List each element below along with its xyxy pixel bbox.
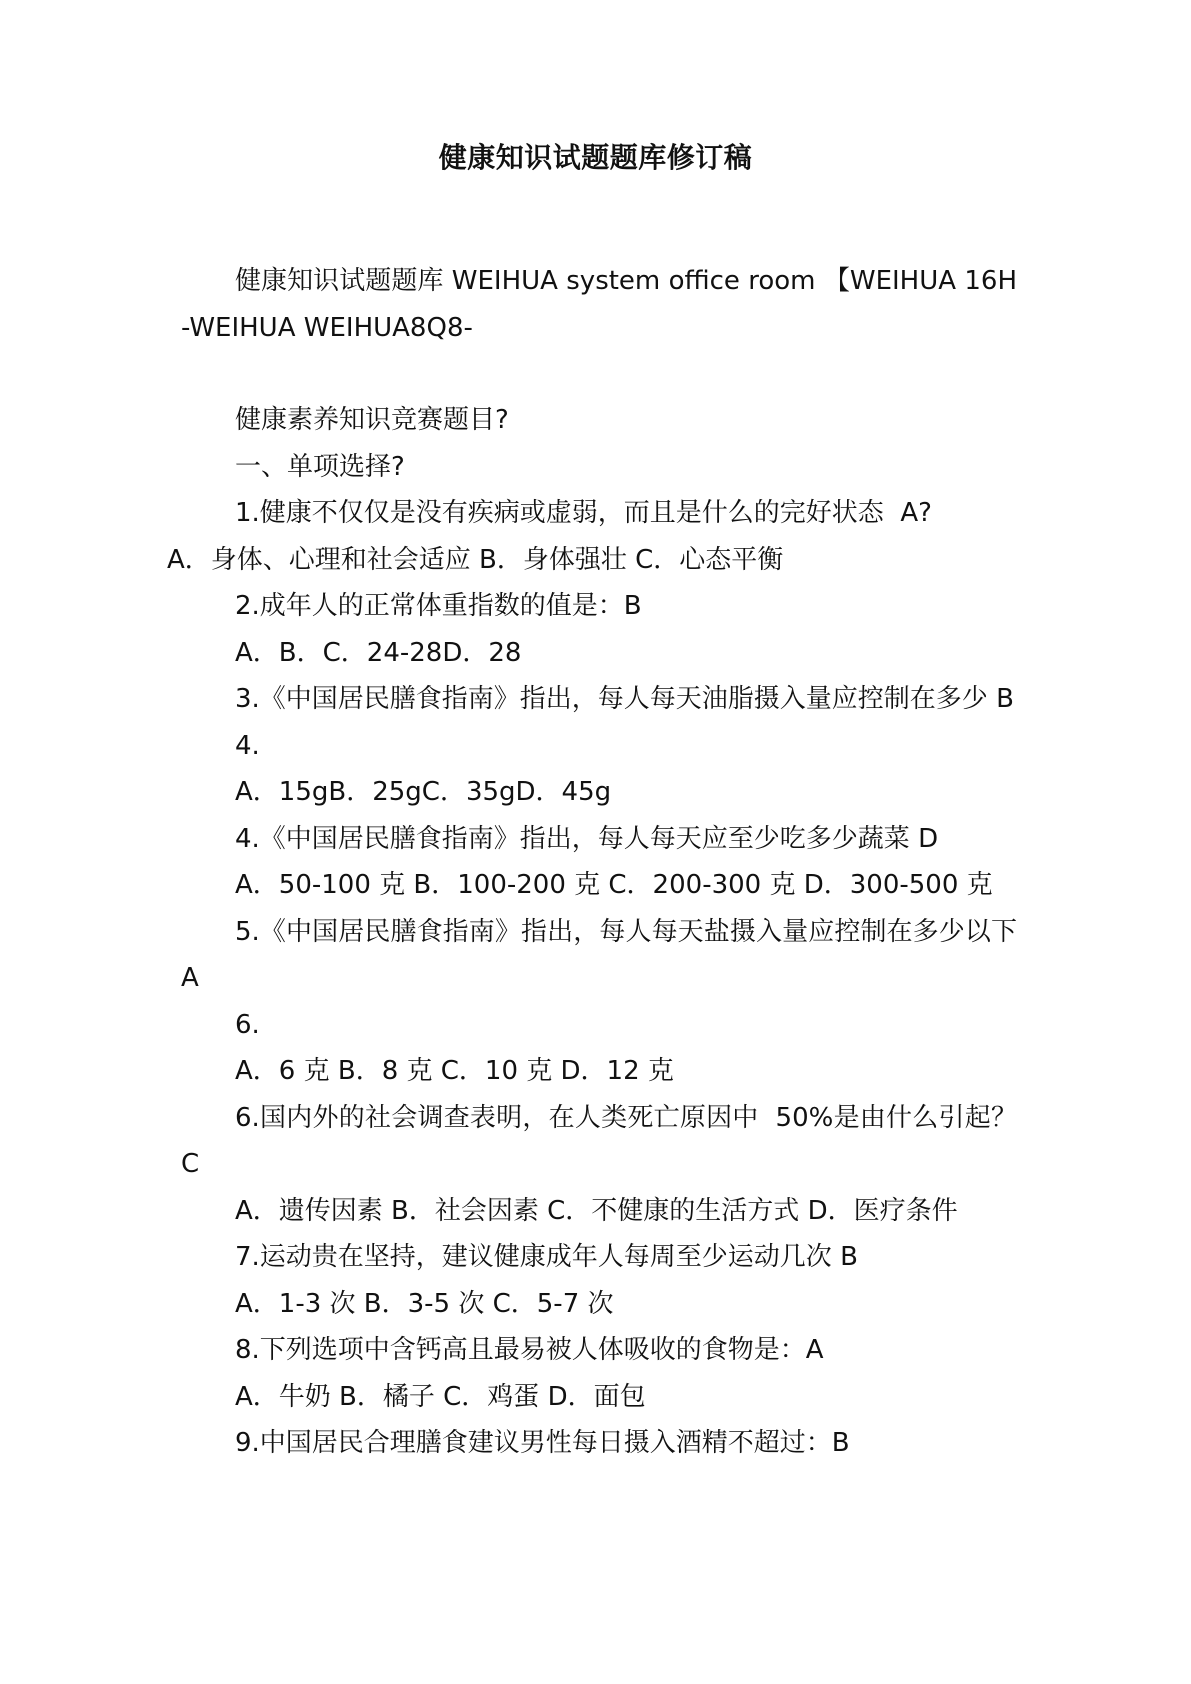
subsection-heading: 一、单项选择?	[235, 451, 405, 482]
question-8: 8.下列选项中含钙高且最易被人体吸收的食物是：A	[235, 1335, 824, 1365]
question-6: 6.国内外的社会调查表明，在人类死亡原因中 50%是由什么引起？C	[181, 1102, 1017, 1179]
question-5: 5.《中国居民膳食指南》指出，每人每天盐摄入量应控制在多少以下 A	[181, 916, 1026, 993]
options-7: A．1-3 次 B．3-5 次 C．5-7 次	[235, 1288, 614, 1319]
section-heading: 健康素养知识竞赛题目?	[235, 405, 509, 435]
options-5: A．6 克 B．8 克 C．10 克 D．12 克	[235, 1056, 674, 1086]
document-body	[167, 258, 1026, 1467]
options-6: A．遗传因素 B．社会因素 C．不健康的生活方式 D．医疗条件	[235, 1195, 958, 1226]
document-title: 健康知识试题题库修订稿	[438, 141, 753, 174]
question-3: 3.《中国居民膳食指南》指出，每人每天油脂摄入量应控制在多少 B	[235, 684, 1014, 714]
options-2: A．B．C．24-28D．28	[235, 637, 522, 668]
list-number: 4.	[235, 730, 260, 761]
options-4: A．50-100 克 B．100-200 克 C．200-300 克 D．300-500 克	[235, 870, 993, 900]
options-3: A．15gB．25gC．35gD．45g	[235, 777, 612, 807]
paragraph-gap	[181, 351, 1017, 397]
question-4: 4.《中国居民膳食指南》指出，每人每天应至少吃多少蔬菜 D	[235, 823, 939, 854]
question-1: 1.健康不仅仅是没有疾病或虚弱，而且是什么的完好状态 A?	[235, 498, 932, 528]
options-1: A．身体、心理和社会适应 B．身体强壮 C．心态平衡	[167, 544, 784, 575]
question-2: 2.成年人的正常体重指数的值是：B	[235, 591, 642, 621]
intro-paragraph: 健康知识试题题库 WEIHUA system office room 【WEIHUA 16H-WEIHUA WEIHUA8Q8-	[181, 266, 1017, 343]
options-8: A．牛奶 B．橘子 C．鸡蛋 D．面包	[235, 1381, 646, 1412]
question-9: 9.中国居民合理膳食建议男性每日摄入酒精不超过：B	[235, 1428, 850, 1458]
question-7: 7.运动贵在坚持，建议健康成年人每周至少运动几次 B	[235, 1242, 858, 1272]
list-number: 6.	[235, 1009, 260, 1040]
